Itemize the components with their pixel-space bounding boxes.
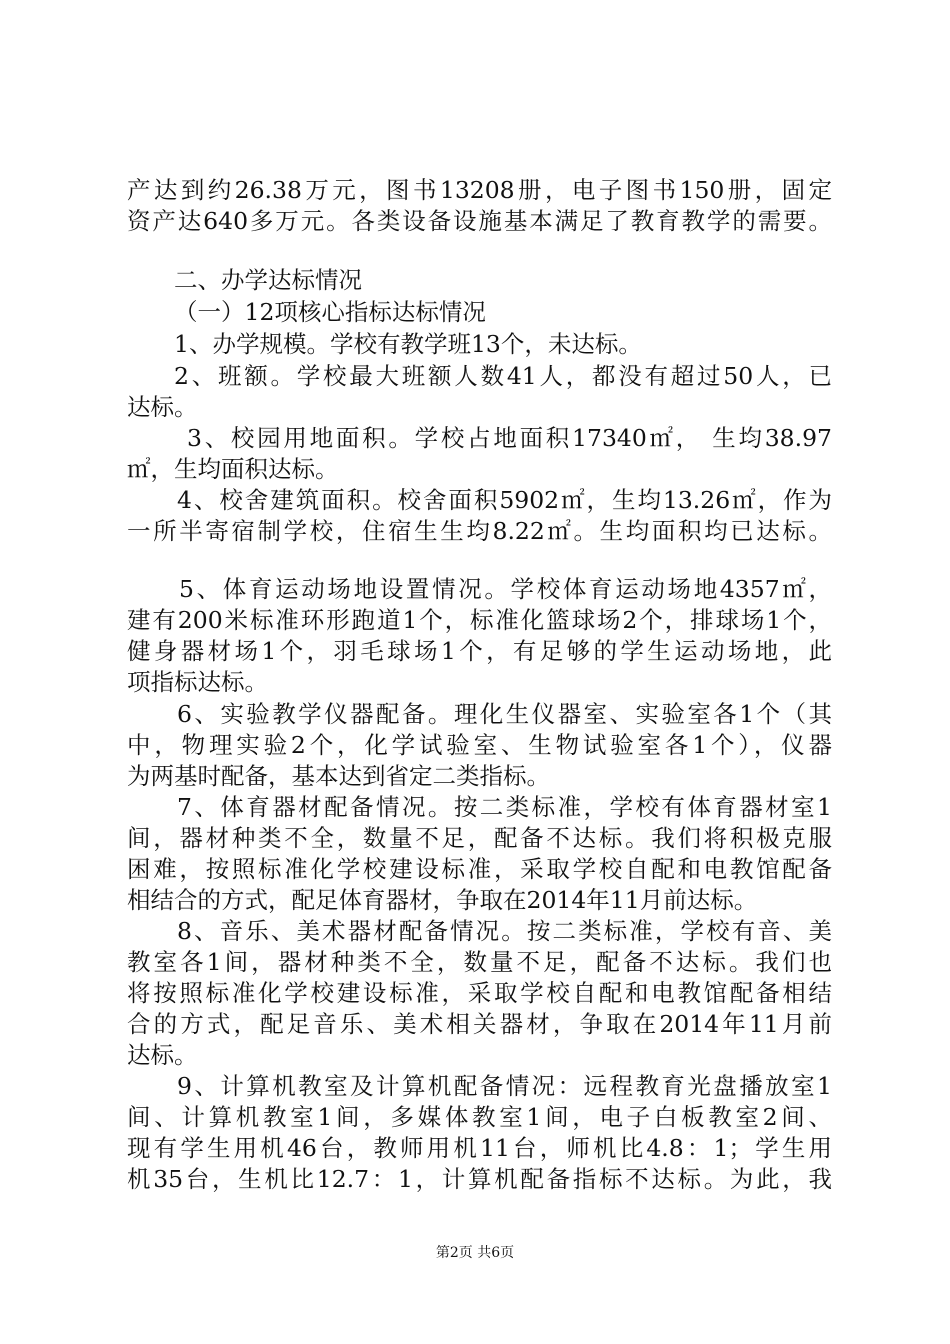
text-line: （一）12项核心指标达标情况 <box>174 298 486 326</box>
text-line: 产达到约26.38万元，图书13208册，电子图书150册，固定 <box>127 176 832 204</box>
text-line: ㎡，生均面积达标。 <box>127 455 339 483</box>
text-line: 相结合的方式，配足体育器材，争取在2014年11月前达标。 <box>127 886 758 914</box>
text-line: 为两基时配备，基本达到省定二类指标。 <box>127 762 550 790</box>
text-line: 健身器材场1个，羽毛球场1个，有足够的学生运动场地，此 <box>127 637 832 665</box>
text-line: 中，物理实验2个，化学试验室、生物试验室各1个），仪器 <box>127 731 832 759</box>
text-line: 7、体育器材配备情况。按二类标准，学校有体育器材室1 <box>177 793 832 821</box>
text-line: 间，器材种类不全，数量不足，配备不达标。我们将积极克服 <box>127 824 832 852</box>
text-line: 达标。 <box>127 393 198 421</box>
text-line: 资产达640多万元。各类设备设施基本满足了教育教学的需要。 <box>127 207 832 235</box>
text-line: 达标。 <box>127 1041 198 1069</box>
text-line: 机35台，生机比12.7：1，计算机配备指标不达标。为此，我 <box>127 1165 832 1193</box>
text-line: 困难，按照标准化学校建设标准，采取学校自配和电教馆配备 <box>127 855 832 883</box>
text-line: 6、实验教学仪器配备。理化生仪器室、实验室各1个（其 <box>177 700 832 728</box>
text-line: 现有学生用机46台，教师用机11台，师机比4.8：1；学生用 <box>127 1134 832 1162</box>
text-line: 间、计算机教室1间，多媒体教室1间，电子白板教室2间、 <box>127 1103 832 1131</box>
text-line: 3、校园用地面积。学校占地面积17340㎡， 生均38.97 <box>187 424 832 452</box>
text-line: 4、校舍建筑面积。校舍面积5902㎡，生均13.26㎡，作为 <box>177 486 832 514</box>
text-line: 项指标达标。 <box>127 668 268 696</box>
text-line: 2、班额。学校最大班额人数41人，都没有超过50人，已 <box>174 362 832 390</box>
page-footer: 第2页 共6页 <box>435 1245 515 1261</box>
text-line: 1、办学规模。学校有教学班13个，未达标。 <box>174 330 642 358</box>
text-line: 二、办学达标情况 <box>174 266 362 294</box>
text-line: 9、计算机教室及计算机配备情况：远程教育光盘播放室1 <box>177 1072 832 1100</box>
text-line: 8、音乐、美术器材配备情况。按二类标准，学校有音、美 <box>177 917 832 945</box>
text-line: 5、体育运动场地设置情况。学校体育运动场地4357㎡， <box>179 575 832 603</box>
text-line: 建有200米标准环形跑道1个，标准化篮球场2个，排球场1个， <box>127 606 832 634</box>
text-line: 合的方式，配足音乐、美术相关器材，争取在2014年11月前 <box>127 1010 832 1038</box>
text-line: 将按照标准化学校建设标准，采取学校自配和电教馆配备相结 <box>127 979 832 1007</box>
text-line: 一所半寄宿制学校，住宿生生均8.22㎡。生均面积均已达标。 <box>127 517 832 545</box>
text-line: 教室各1间，器材种类不全，数量不足，配备不达标。我们也 <box>127 948 832 976</box>
